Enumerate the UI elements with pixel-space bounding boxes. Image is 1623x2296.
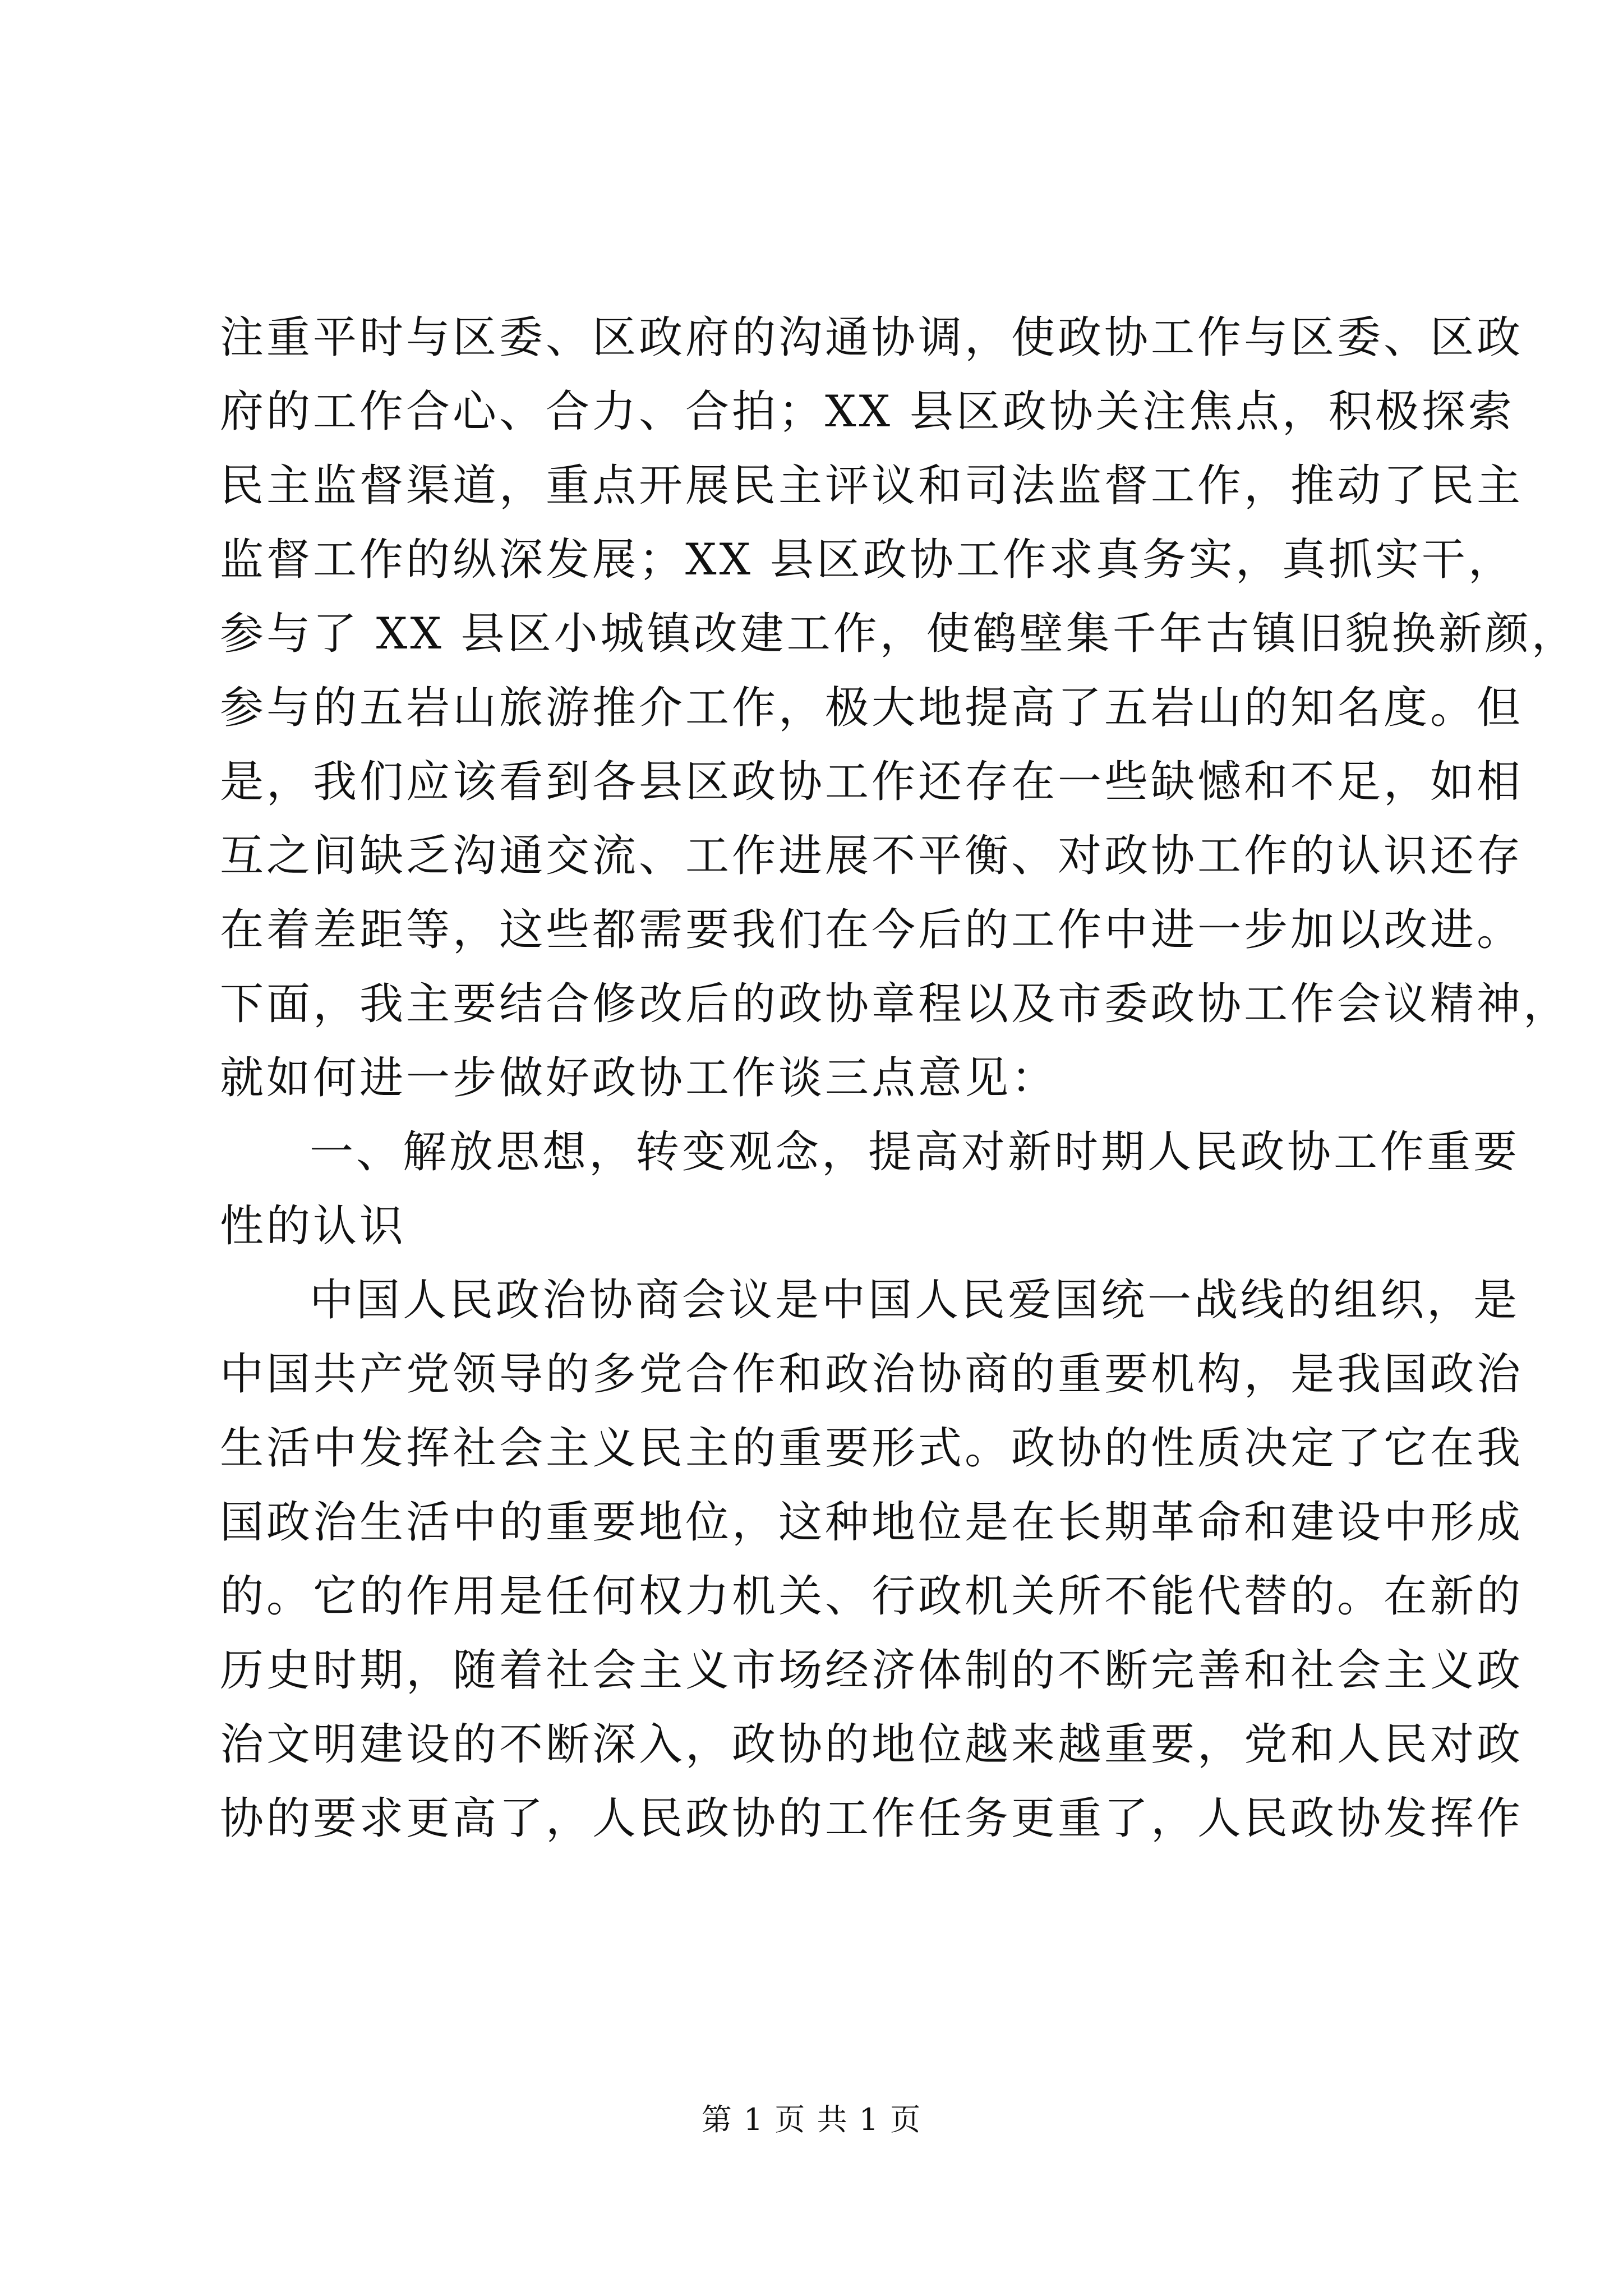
- text-line: 在着差距等，这些都需要我们在今后的工作中进一步加以改进。: [220, 905, 1524, 955]
- text-line: 参与了 XX 县区小城镇改建工作，使鹤壁集千年古镇旧貌换新颜，: [220, 609, 1578, 659]
- text-line: 是，我们应该看到各县区政协工作还存在一些缺憾和不足，如相: [220, 757, 1524, 807]
- text-line: 的。它的作用是任何权力机关、行政机关所不能代替的。在新的: [220, 1571, 1524, 1622]
- text-line: 治文明建设的不断深入，政协的地位越来越重要，党和人民对政: [220, 1719, 1524, 1770]
- text-line: 府的工作合心、合力、合拍；XX 县区政协关注焦点，积极探索: [220, 386, 1515, 437]
- document-body: [220, 301, 1578, 1856]
- text-line: 协的要求更高了，人民政协的工作任务更重了，人民政协发挥作: [220, 1793, 1524, 1844]
- text-line: 生活中发挥社会主义民主的重要形式。政协的性质决定了它在我: [220, 1423, 1524, 1474]
- text-line: 互之间缺乏沟通交流、工作进展不平衡、对政协工作的认识还存: [220, 831, 1524, 881]
- page-footer: 第 1 页 共 1 页: [701, 2102, 922, 2137]
- text-line: 下面，我主要结合修改后的政协章程以及市委政协工作会议精神，: [220, 979, 1570, 1029]
- section-heading-line: 一、解放思想，转变观念，提高对新时期人民政协工作重要: [310, 1127, 1520, 1177]
- text-line: 参与的五岩山旅游推介工作，极大地提高了五岩山的知名度。但: [220, 683, 1524, 733]
- text-line: 中国共产党领导的多党合作和政治协商的重要机构，是我国政治: [220, 1349, 1524, 1400]
- text-line: 民主监督渠道，重点开展民主评议和司法监督工作，推动了民主: [220, 461, 1524, 511]
- text-line: 注重平时与区委、区政府的沟通协调，使政协工作与区委、区政: [220, 312, 1524, 363]
- text-line: 就如何进一步做好政协工作谈三点意见：: [220, 1053, 1058, 1103]
- text-line: 国政治生活中的重要地位，这种地位是在长期革命和建设中形成: [220, 1497, 1524, 1548]
- section-heading-line: 性的认识: [220, 1201, 407, 1251]
- text-line: 中国人民政治协商会议是中国人民爱国统一战线的组织，是: [310, 1275, 1520, 1326]
- text-line: 历史时期，随着社会主义市场经济体制的不断完善和社会主义政: [220, 1645, 1524, 1696]
- text-line: 监督工作的纵深发展；XX 县区政协工作求真务实，真抓实干，: [220, 535, 1515, 585]
